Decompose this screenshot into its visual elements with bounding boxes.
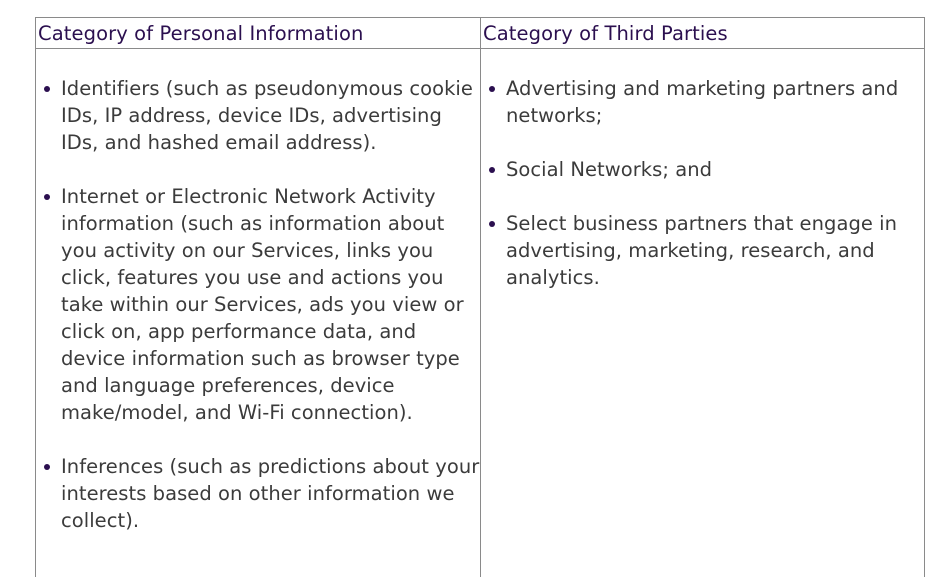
bullet-icon [489, 221, 495, 227]
list-item [36, 183, 481, 426]
bullet-icon [44, 464, 50, 470]
list-item [481, 210, 906, 291]
list-item [36, 453, 481, 534]
bullet-icon [489, 86, 495, 92]
list-item-text: Advertising and marketing partners and networks; [506, 77, 899, 127]
personal-information-header: Category of Personal Information [36, 18, 480, 49]
third-parties-list [481, 75, 924, 318]
third-party-disclosure-table [35, 17, 925, 577]
bullet-icon [489, 167, 495, 173]
list-item [36, 75, 481, 156]
list-item-text: Identifiers (such as pseudonymous cookie IDs, IP address, device IDs, advertising IDs, and hashed email address). [61, 77, 473, 154]
list-item-text: Inferences (such as predictions about your interests based on other information we collect). [61, 455, 480, 532]
list-item [481, 75, 906, 129]
personal-information-list [36, 75, 480, 561]
list-item-text: Social Networks; and [506, 158, 713, 181]
personal-information-column [36, 18, 481, 577]
bullet-icon [44, 194, 50, 200]
third-parties-header: Category of Third Parties [481, 18, 924, 49]
third-parties-column [481, 18, 924, 577]
list-item-text: Select business partners that engage in advertising, marketing, research, and analytics. [506, 212, 898, 289]
list-item [481, 156, 906, 183]
bullet-icon [44, 86, 50, 92]
list-item-text: Internet or Electronic Network Activity information (such as information about you activity on our Services, links you click, features you use and actions you take within our Services, ads you view or click on, app performance data, and device information such as browser type and language preferences, device make/model, and Wi-Fi connection). [61, 185, 464, 424]
